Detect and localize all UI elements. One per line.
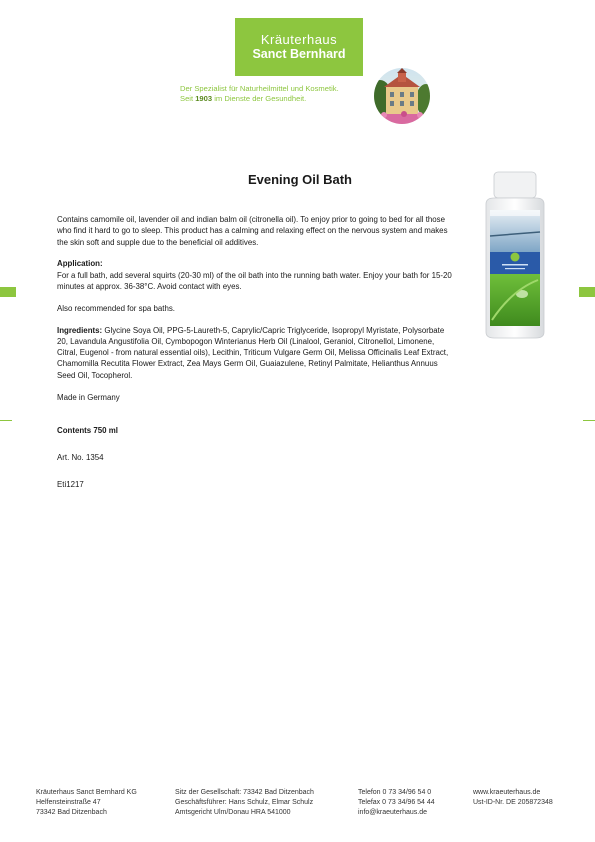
tagline-year: 1903 — [195, 94, 213, 103]
punch-mark-left — [0, 420, 12, 421]
footer-website-link[interactable]: www.kraeuterhaus.de — [473, 789, 541, 796]
footer-web: www.kraeuterhaus.de Ust-ID-Nr. DE 205872348 — [473, 789, 553, 806]
ingredients-label: Ingredients: — [57, 325, 103, 335]
footer-email-link[interactable]: info@kraeuterhaus.de — [358, 809, 427, 816]
fold-mark-right — [579, 287, 595, 297]
footer-legal-info: Sitz der Gesellschaft: 73342 Bad Ditzenbach Geschäftsführer: Hans Schulz, Elmar Schulz Amtsgericht Ulm/Donau HRA 541000 — [175, 789, 314, 816]
page-footer — [36, 788, 576, 824]
product-details — [57, 214, 455, 501]
product-bottle-image — [478, 170, 552, 340]
logo-text-line1: Kräuterhaus — [260, 32, 338, 47]
contents-text: Contents 750 ml — [57, 425, 118, 435]
fold-mark-left — [0, 287, 16, 297]
punch-mark-right — [583, 420, 595, 421]
tagline-line1: Der Spezialist für Naturheilmittel und Kosmetik. — [180, 84, 339, 93]
application-section — [57, 258, 455, 292]
footer-company-address: Kräuterhaus Sanct Bernhard KG Helfensteinstraße 47 73342 Bad Ditzenbach — [36, 789, 137, 816]
tagline-line2: Seit 1903 im Dienste der Gesundheit. — [180, 94, 307, 103]
article-number: Art. No. 1354 — [57, 453, 104, 463]
footer-contact: Telefon 0 73 34/96 54 0 Telefax 0 73 34/96 54 44 info@kraeuterhaus.de — [358, 789, 435, 816]
logo-text-line2: Sanct Bernhard — [252, 47, 346, 61]
product-title: Evening Oil Bath — [247, 172, 352, 187]
building-photo — [374, 68, 430, 124]
ingredients-text: Glycine Soya Oil, PPG-5-Laureth-5, Caprylic/Capric Triglyceride, Isopropyl Myristate, Polysorbate 20, Lavandula Angustifolia Oil, Cymbopogon Winterianus Herb Oil (Linalool, Geraniol, Citronellol, Limonene, Citral, Eugenol - from natural essential oils), Lecithin, Triticum Vulgare Germ Oil, Melissa Officinalis Leaf Extract, Chamomilla Recutita Flower Extract, Zea Mays Germ Oil, Guaiazulene, Retinyl Palmitate, Helianthus Annuus Seed Oil, Tocopherol. — [57, 325, 449, 380]
ingredients-section — [57, 325, 455, 381]
origin-text: Made in Germany — [57, 392, 120, 402]
brand-logo — [235, 18, 363, 76]
application-label: Application: — [57, 259, 103, 269]
label-code: Eti1217 — [57, 480, 84, 490]
application-text: For a full bath, add several squirts (20-30 ml) of the oil bath into the running bath water. Enjoy your bath for 15-20 minutes at approx. 36-38°C. Avoid contact with eyes. — [57, 270, 452, 291]
product-description: Contains camomile oil, lavender oil and indian balm oil (citronella oil). To enjoy prior to going to bed for all those who find it hard to go to sleep. This product has a calming and relaxing effect on the nervous system and makes the skin soft and supple due to the beneficial oil additives. — [57, 215, 448, 247]
spa-note: Also recommended for spa baths. — [57, 303, 175, 313]
brand-tagline — [180, 84, 380, 104]
